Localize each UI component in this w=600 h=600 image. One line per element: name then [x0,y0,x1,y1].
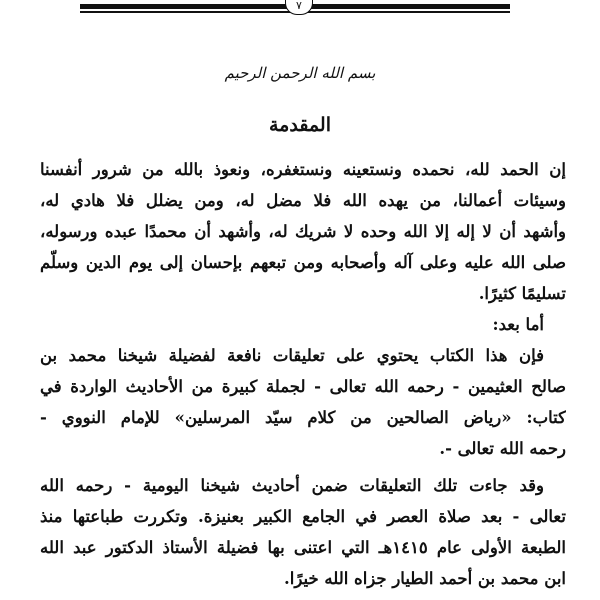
text-line: فإن هذا الكتاب يحتوي على تعليقات نافعة لفضيلة شيخنا محمد بن [40,346,544,365]
text-line: كتاب: «رياض الصالحين من كلام سيّد المرسلين» للإمام النووي - [40,408,566,427]
text-line: الطبعة الأولى عام ١٤١٥هـ التي اعتنى بها فضيلة الأستاذ الدكتور عبد الله [40,538,566,557]
text-line: صلى الله عليه وعلى آله وأصحابه ومن تبعهم بإحسان إلى يوم الدين وسلّم [40,253,566,272]
text-line: إن الحمد لله، نحمده ونستعينه ونستغفره، ونعوذ بالله من شرور أنفسنا [40,160,566,179]
basmala: بسم الله الرحمن الرحيم [224,64,376,82]
text-line: وسيئات أعمالنا، من يهده الله فلا مضل له، ومن يضلل فلا هادي له، [40,191,566,210]
text-line: وأشهد أن لا إله إلا الله وحده لا شريك له، وأشهد أن محمدًا عبده ورسوله، [40,222,566,241]
page-number: ٧ [285,0,313,15]
text-line: أما بعد: [492,315,544,334]
text-line: صالح العثيمين - رحمه الله تعالى - لجملة كبيرة من الأحاديث الواردة في [40,377,566,396]
text-line: ابن محمد بن أحمد الطيار جزاه الله خيرًا. [284,569,566,588]
text-line: تعالى - بعد صلاة العصر في الجامع الكبير بعنيزة. وتكررت طباعتها منذ [40,507,566,526]
text-line: وقد جاءت تلك التعليقات ضمن أحاديث شيخنا اليومية - رحمه الله [40,476,544,495]
header-rule [0,0,600,18]
body-text [40,154,566,594]
text-line: رحمه الله تعالى -. [439,439,566,458]
page-title: المقدمة [268,114,331,136]
text-line: تسليمًا كثيرًا. [478,284,566,303]
